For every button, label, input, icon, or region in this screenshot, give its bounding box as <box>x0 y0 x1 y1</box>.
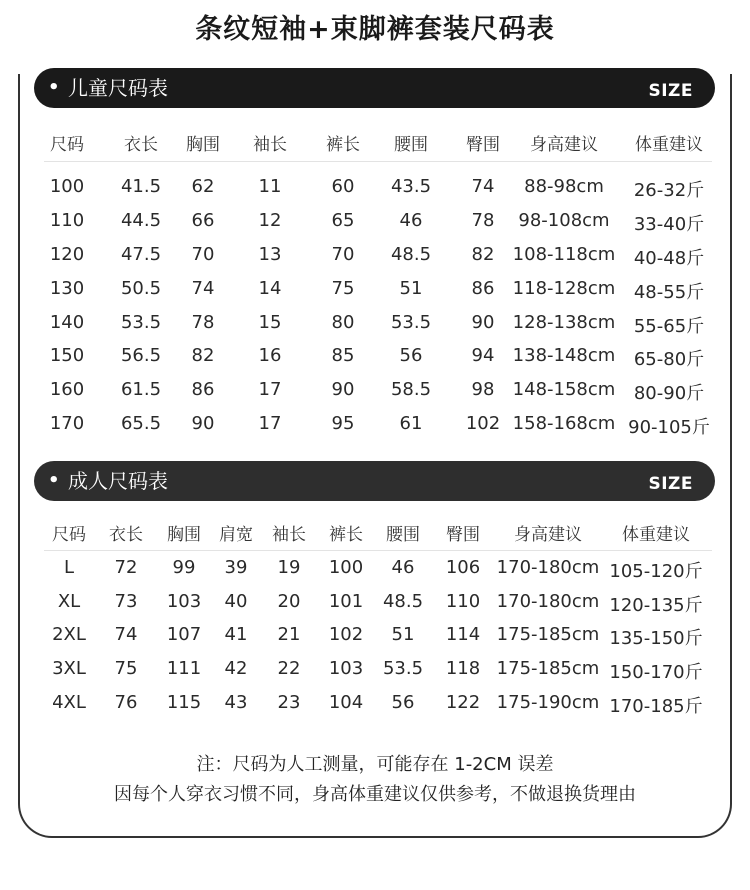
table-cell: 72 <box>114 557 138 578</box>
adult-section-label: 成人尺码表 <box>68 469 168 493</box>
table-cell: 55-65斤 <box>633 316 705 337</box>
table-cell: 19 <box>277 557 301 578</box>
table-cell: 100 <box>49 176 85 197</box>
column-header: 腰围 <box>394 135 428 155</box>
column-header: 臀围 <box>446 525 480 545</box>
table-cell: 48.5 <box>382 591 424 612</box>
table-cell: 99 <box>172 557 196 578</box>
table-cell: 53.5 <box>390 312 432 333</box>
table-cell: 41 <box>224 624 248 645</box>
column-header: 身高建议 <box>514 525 582 545</box>
table-cell: 47.5 <box>120 244 162 265</box>
table-cell: 148-158cm <box>512 379 616 400</box>
table-cell: 16 <box>258 345 282 366</box>
table-cell: 98-108cm <box>518 210 610 231</box>
column-header: 身高建议 <box>530 135 598 155</box>
table-cell: 13 <box>258 244 282 265</box>
table-cell: 2XL <box>52 624 86 645</box>
table-cell: 80 <box>331 312 355 333</box>
kids-section-header <box>34 68 715 108</box>
table-cell: 103 <box>328 658 364 679</box>
table-cell: 82 <box>471 244 495 265</box>
table-cell: 114 <box>445 624 481 645</box>
column-header: 肩宽 <box>219 525 253 545</box>
table-cell: 46 <box>399 210 423 231</box>
disclaimer-note: 因每个人穿衣习惯不同，身高体重建议仅供参考，不做退换货理由 <box>114 784 636 805</box>
table-cell: 44.5 <box>120 210 162 231</box>
table-cell: 85 <box>331 345 355 366</box>
table-cell: 95 <box>331 413 355 434</box>
table-cell: 170-185斤 <box>609 696 703 717</box>
table-cell: 80-90斤 <box>633 383 705 404</box>
table-cell: 51 <box>399 278 423 299</box>
column-header: 袖长 <box>272 525 306 545</box>
table-cell: 48-55斤 <box>633 282 705 303</box>
bullet-icon: • <box>48 470 60 491</box>
table-cell: 110 <box>49 210 85 231</box>
table-cell: 20 <box>277 591 301 612</box>
table-cell: 150-170斤 <box>609 662 703 683</box>
table-cell: 108-118cm <box>512 244 616 265</box>
header-divider <box>44 550 712 551</box>
table-cell: 75 <box>331 278 355 299</box>
table-cell: 26-32斤 <box>633 180 705 201</box>
table-cell: 160 <box>49 379 85 400</box>
table-cell: 107 <box>166 624 202 645</box>
table-cell: 88-98cm <box>524 176 604 197</box>
table-cell: 40-48斤 <box>633 248 705 269</box>
table-cell: 90 <box>471 312 495 333</box>
table-cell: 21 <box>277 624 301 645</box>
table-cell: 42 <box>224 658 248 679</box>
column-header: 裤长 <box>329 525 363 545</box>
table-cell: 33-40斤 <box>633 214 705 235</box>
table-cell: 65-80斤 <box>633 349 705 370</box>
table-cell: 105-120斤 <box>609 561 703 582</box>
table-cell: 62 <box>191 176 215 197</box>
table-cell: 58.5 <box>390 379 432 400</box>
table-cell: 12 <box>258 210 282 231</box>
table-cell: 43 <box>224 692 248 713</box>
column-header: 裤长 <box>326 135 360 155</box>
table-cell: 53.5 <box>382 658 424 679</box>
adult-size-badge: SIZE <box>648 474 693 494</box>
table-cell: 120 <box>49 244 85 265</box>
table-cell: 86 <box>191 379 215 400</box>
table-cell: 56.5 <box>120 345 162 366</box>
table-cell: 82 <box>191 345 215 366</box>
table-cell: 41.5 <box>120 176 162 197</box>
table-cell: L <box>63 557 75 578</box>
table-cell: 75 <box>114 658 138 679</box>
table-cell: 128-138cm <box>512 312 616 333</box>
table-cell: 15 <box>258 312 282 333</box>
table-cell: 74 <box>114 624 138 645</box>
column-header: 臀围 <box>466 135 500 155</box>
adult-section-header <box>34 461 715 501</box>
table-cell: 60 <box>331 176 355 197</box>
table-cell: 3XL <box>52 658 86 679</box>
table-cell: 22 <box>277 658 301 679</box>
table-cell: 4XL <box>52 692 86 713</box>
table-cell: 111 <box>166 658 202 679</box>
table-cell: 115 <box>166 692 202 713</box>
table-cell: 61 <box>399 413 423 434</box>
table-cell: 65.5 <box>120 413 162 434</box>
table-cell: 103 <box>166 591 202 612</box>
kids-size-badge: SIZE <box>648 81 693 101</box>
table-cell: 76 <box>114 692 138 713</box>
column-header: 胸围 <box>167 525 201 545</box>
table-cell: 70 <box>191 244 215 265</box>
table-cell: 17 <box>258 379 282 400</box>
table-cell: 175-190cm <box>496 692 600 713</box>
table-cell: 175-185cm <box>496 658 600 679</box>
column-header: 尺码 <box>50 135 84 155</box>
table-cell: 86 <box>471 278 495 299</box>
table-cell: 11 <box>258 176 282 197</box>
table-cell: 104 <box>328 692 364 713</box>
table-cell: 74 <box>471 176 495 197</box>
column-header: 尺码 <box>52 525 86 545</box>
table-cell: 122 <box>445 692 481 713</box>
page-title: 条纹短袖+束脚裤套装尺码表 <box>195 14 555 45</box>
table-cell: 118 <box>445 658 481 679</box>
table-cell: 140 <box>49 312 85 333</box>
column-header: 袖长 <box>253 135 287 155</box>
table-cell: 73 <box>114 591 138 612</box>
table-cell: 175-185cm <box>496 624 600 645</box>
table-cell: 51 <box>391 624 415 645</box>
table-cell: 46 <box>391 557 415 578</box>
table-cell: 100 <box>328 557 364 578</box>
table-cell: 135-150斤 <box>609 628 703 649</box>
table-cell: 102 <box>328 624 364 645</box>
table-cell: 158-168cm <box>512 413 616 434</box>
column-header: 衣长 <box>109 525 143 545</box>
table-cell: 14 <box>258 278 282 299</box>
table-cell: 98 <box>471 379 495 400</box>
table-cell: 78 <box>191 312 215 333</box>
table-cell: 74 <box>191 278 215 299</box>
table-cell: 130 <box>49 278 85 299</box>
table-cell: 53.5 <box>120 312 162 333</box>
header-divider <box>44 161 712 162</box>
table-cell: 102 <box>465 413 501 434</box>
table-cell: 17 <box>258 413 282 434</box>
table-cell: 170-180cm <box>496 591 600 612</box>
table-cell: 110 <box>445 591 481 612</box>
column-header: 胸围 <box>186 135 220 155</box>
table-cell: 101 <box>328 591 364 612</box>
table-cell: 90 <box>331 379 355 400</box>
column-header: 衣长 <box>124 135 158 155</box>
table-cell: 106 <box>445 557 481 578</box>
table-cell: 94 <box>471 345 495 366</box>
table-cell: 150 <box>49 345 85 366</box>
bullet-icon: • <box>48 77 60 98</box>
table-cell: 40 <box>224 591 248 612</box>
table-cell: 90-105斤 <box>628 417 710 438</box>
table-cell: 56 <box>391 692 415 713</box>
measurement-note: 注：尺码为人工测量，可能存在 1-2CM 误差 <box>196 754 554 775</box>
column-header: 体重建议 <box>635 135 703 155</box>
table-cell: 120-135斤 <box>609 595 703 616</box>
table-cell: 50.5 <box>120 278 162 299</box>
table-cell: 90 <box>191 413 215 434</box>
table-cell: 170 <box>49 413 85 434</box>
table-cell: 70 <box>331 244 355 265</box>
column-header: 腰围 <box>386 525 420 545</box>
table-cell: 56 <box>399 345 423 366</box>
table-cell: 43.5 <box>390 176 432 197</box>
table-cell: 23 <box>277 692 301 713</box>
table-cell: 78 <box>471 210 495 231</box>
kids-section-label: 儿童尺码表 <box>68 76 168 100</box>
table-cell: 61.5 <box>120 379 162 400</box>
column-header: 体重建议 <box>622 525 690 545</box>
table-cell: 39 <box>224 557 248 578</box>
table-cell: 65 <box>331 210 355 231</box>
table-cell: 170-180cm <box>496 557 600 578</box>
table-cell: 118-128cm <box>512 278 616 299</box>
table-cell: 48.5 <box>390 244 432 265</box>
table-cell: XL <box>57 591 81 612</box>
table-cell: 66 <box>191 210 215 231</box>
table-cell: 138-148cm <box>512 345 616 366</box>
